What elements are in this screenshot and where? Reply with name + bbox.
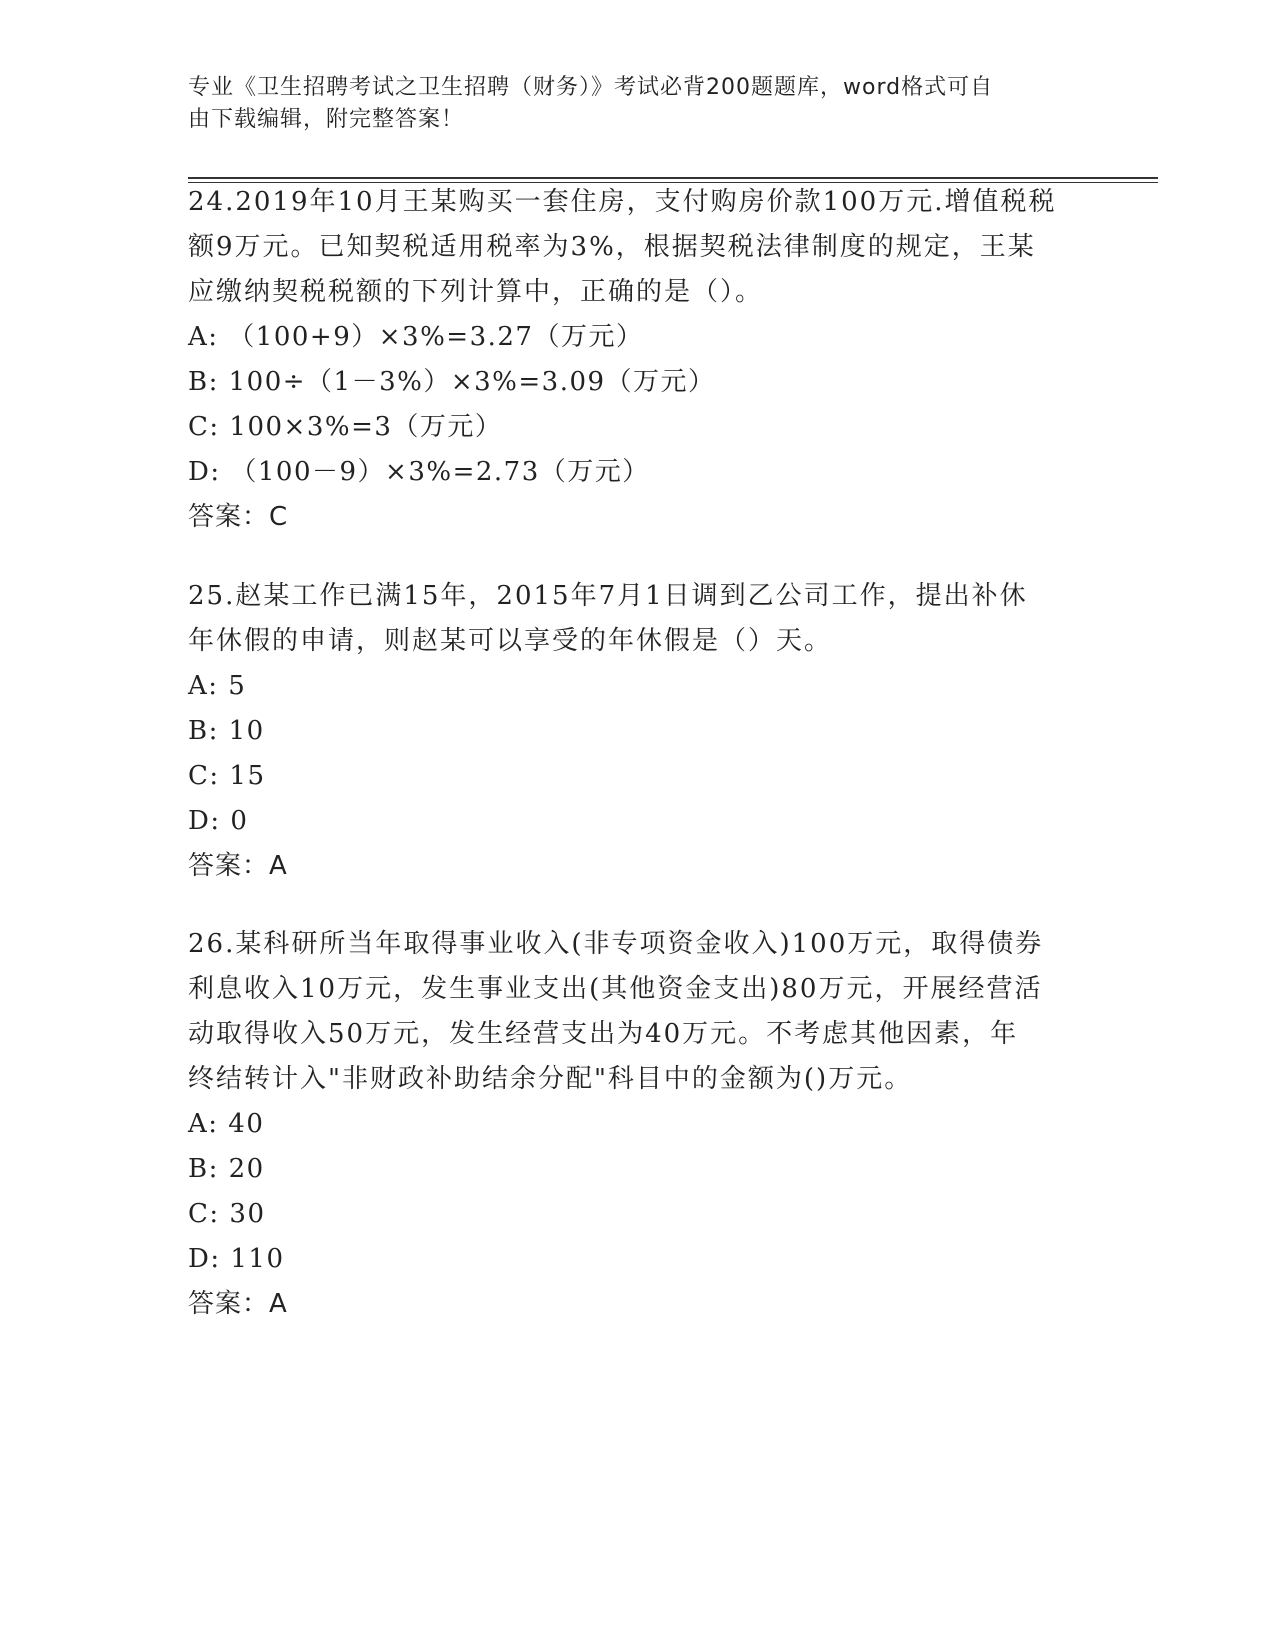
option-b: B: 100÷（1－3%）×3%=3.09（万元） <box>188 367 716 397</box>
option-d: D: 110 <box>188 1244 285 1274</box>
question-text-line: 利息收入10万元，发生事业支出(其他资金支出)80万元，开展经营活 <box>188 974 1043 1004</box>
option-c: C: 15 <box>188 761 266 791</box>
option-a: A: 5 <box>188 671 247 701</box>
answer-line: 答案：A <box>188 851 288 881</box>
option-b: B: 20 <box>188 1154 265 1184</box>
option-b: B: 10 <box>188 716 265 746</box>
question-text-line: 24.2019年10月王某购买一套住房，支付购房价款100万元.增值税税 <box>188 187 1057 217</box>
header-line-2: 由下载编辑，附完整答案！ <box>188 107 465 132</box>
option-c: C: 30 <box>188 1199 266 1229</box>
option-d: D: 0 <box>188 806 249 836</box>
question-26 <box>188 922 1088 1327</box>
question-text-line: 额9万元。已知契税适用税率为3%，根据契税法律制度的规定，王某 <box>188 232 1036 262</box>
option-a: A: 40 <box>188 1109 265 1139</box>
question-24 <box>188 180 1088 540</box>
question-text-line: 终结转计入"非财政补助结余分配"科目中的金额为()万元。 <box>188 1064 913 1094</box>
option-a: A: （100+9）×3%=3.27（万元） <box>188 322 644 352</box>
answer-line: 答案：A <box>188 1289 288 1319</box>
question-text-line: 25.赵某工作已满15年，2015年7月1日调到乙公司工作，提出补休 <box>188 581 1028 611</box>
question-text-line: 年休假的申请，则赵某可以享受的年休假是（）天。 <box>188 626 833 656</box>
document-header <box>188 72 1068 136</box>
option-d: D: （100－9）×3%=2.73（万元） <box>188 457 650 487</box>
question-25 <box>188 574 1088 889</box>
answer-line: 答案：C <box>188 502 289 532</box>
header-line-1: 专业《卫生招聘考试之卫生招聘（财务）》考试必背200题题库，word格式可自 <box>188 75 994 100</box>
question-text-line: 应缴纳契税税额的下列计算中，正确的是（）。 <box>188 277 764 307</box>
question-text-line: 动取得收入50万元，发生经营支出为40万元。不考虑其他因素，年 <box>188 1019 1019 1049</box>
question-text-line: 26.某科研所当年取得事业收入(非专项资金收入)100万元，取得债券 <box>188 929 1044 959</box>
header-divider-thick <box>188 177 1158 179</box>
option-c: C: 100×3%=3（万元） <box>188 412 503 442</box>
